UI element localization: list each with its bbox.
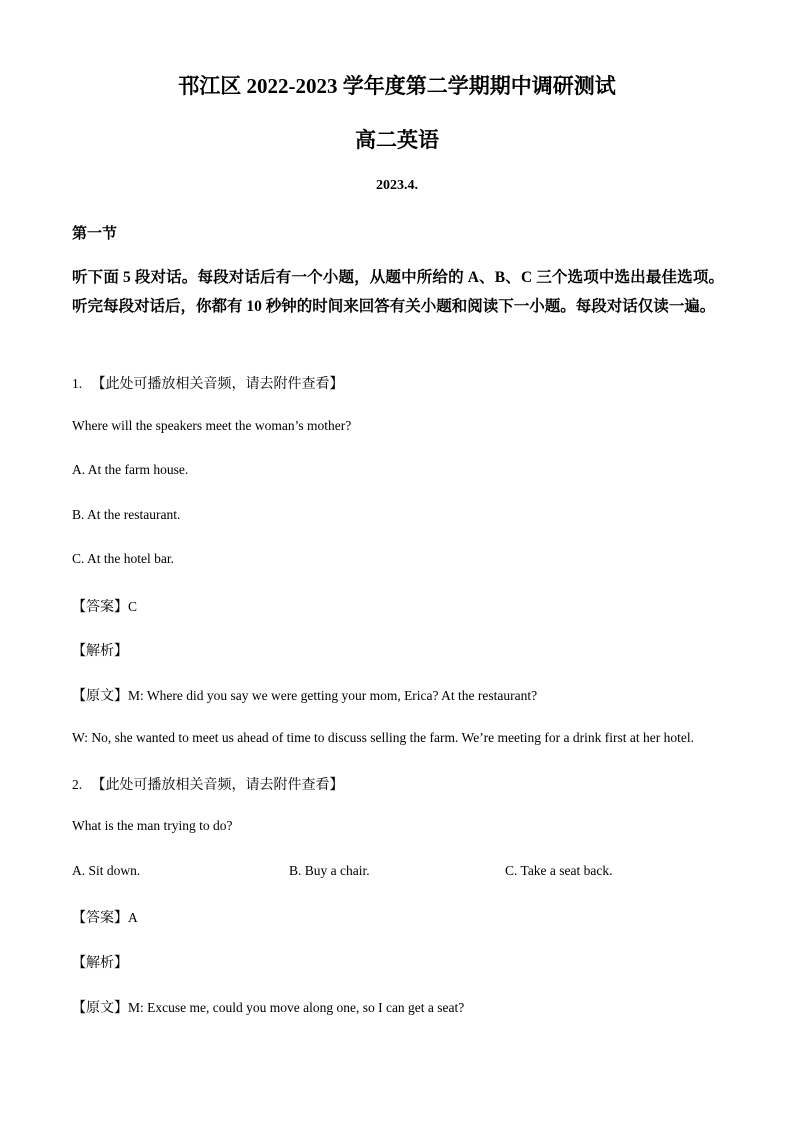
question-1-option-c: C. At the hotel bar.	[72, 551, 174, 566]
question-2-text: What is the man trying to do?	[72, 818, 233, 833]
question-number: 2.	[72, 777, 83, 792]
question-1-answer	[72, 596, 137, 616]
section-instructions: 听下面 5 段对话。每段对话后有一个小题，从题中所给的 A、B、C 三个选项中选出最佳选项。听完每段对话后，你都有 10 秒钟的时间来回答有关小题和阅读下一小题。每段对话仅读一遍。	[72, 269, 724, 315]
audio-note: 【此处可播放相关音频，请去附件查看】	[91, 377, 344, 392]
question-1-option-a: A. At the farm house.	[72, 462, 189, 477]
section-heading: 第一节	[72, 226, 118, 242]
question-2-option-a: A. Sit down.	[72, 863, 141, 878]
question-1-transcript-line-1	[72, 685, 537, 705]
question-2-analysis-label: 【解析】	[72, 956, 128, 971]
question-2-option-b: B. Buy a chair.	[289, 863, 370, 878]
question-2-transcript-line-1	[72, 997, 464, 1017]
question-1-text: Where will the speakers meet the woman’s mother?	[72, 418, 352, 433]
question-2-option-c: C. Take a seat back.	[505, 863, 613, 878]
question-2-header	[72, 774, 344, 794]
answer-value: C	[128, 599, 138, 614]
question-number: 1.	[72, 376, 83, 391]
transcript-label: 【原文】	[72, 689, 128, 704]
transcript-text: M: Excuse me, could you move along one, so I can get a seat?	[128, 1000, 465, 1015]
question-1-transcript-line-2: W: No, she wanted to meet us ahead of time to discuss selling the farm. We’re meeting for a drink first at her hotel.	[72, 730, 694, 745]
transcript-label: 【原文】	[72, 1001, 128, 1016]
transcript-text: M: Where did you say we were getting your mom, Erica? At the restaurant?	[128, 688, 538, 703]
answer-value: A	[128, 910, 138, 925]
question-1-header	[72, 373, 344, 393]
question-1-option-b: B. At the restaurant.	[72, 507, 181, 522]
question-2-answer	[72, 907, 138, 927]
answer-label: 【答案】	[72, 911, 128, 926]
audio-note: 【此处可播放相关音频，请去附件查看】	[91, 778, 344, 793]
document-subtitle: 高二英语	[355, 128, 439, 152]
question-1-analysis-label: 【解析】	[72, 644, 128, 659]
answer-label: 【答案】	[72, 600, 128, 615]
document-title: 邗江区 2022-2023 学年度第二学期期中调研测试	[178, 74, 616, 98]
document-date: 2023.4.	[376, 178, 418, 193]
